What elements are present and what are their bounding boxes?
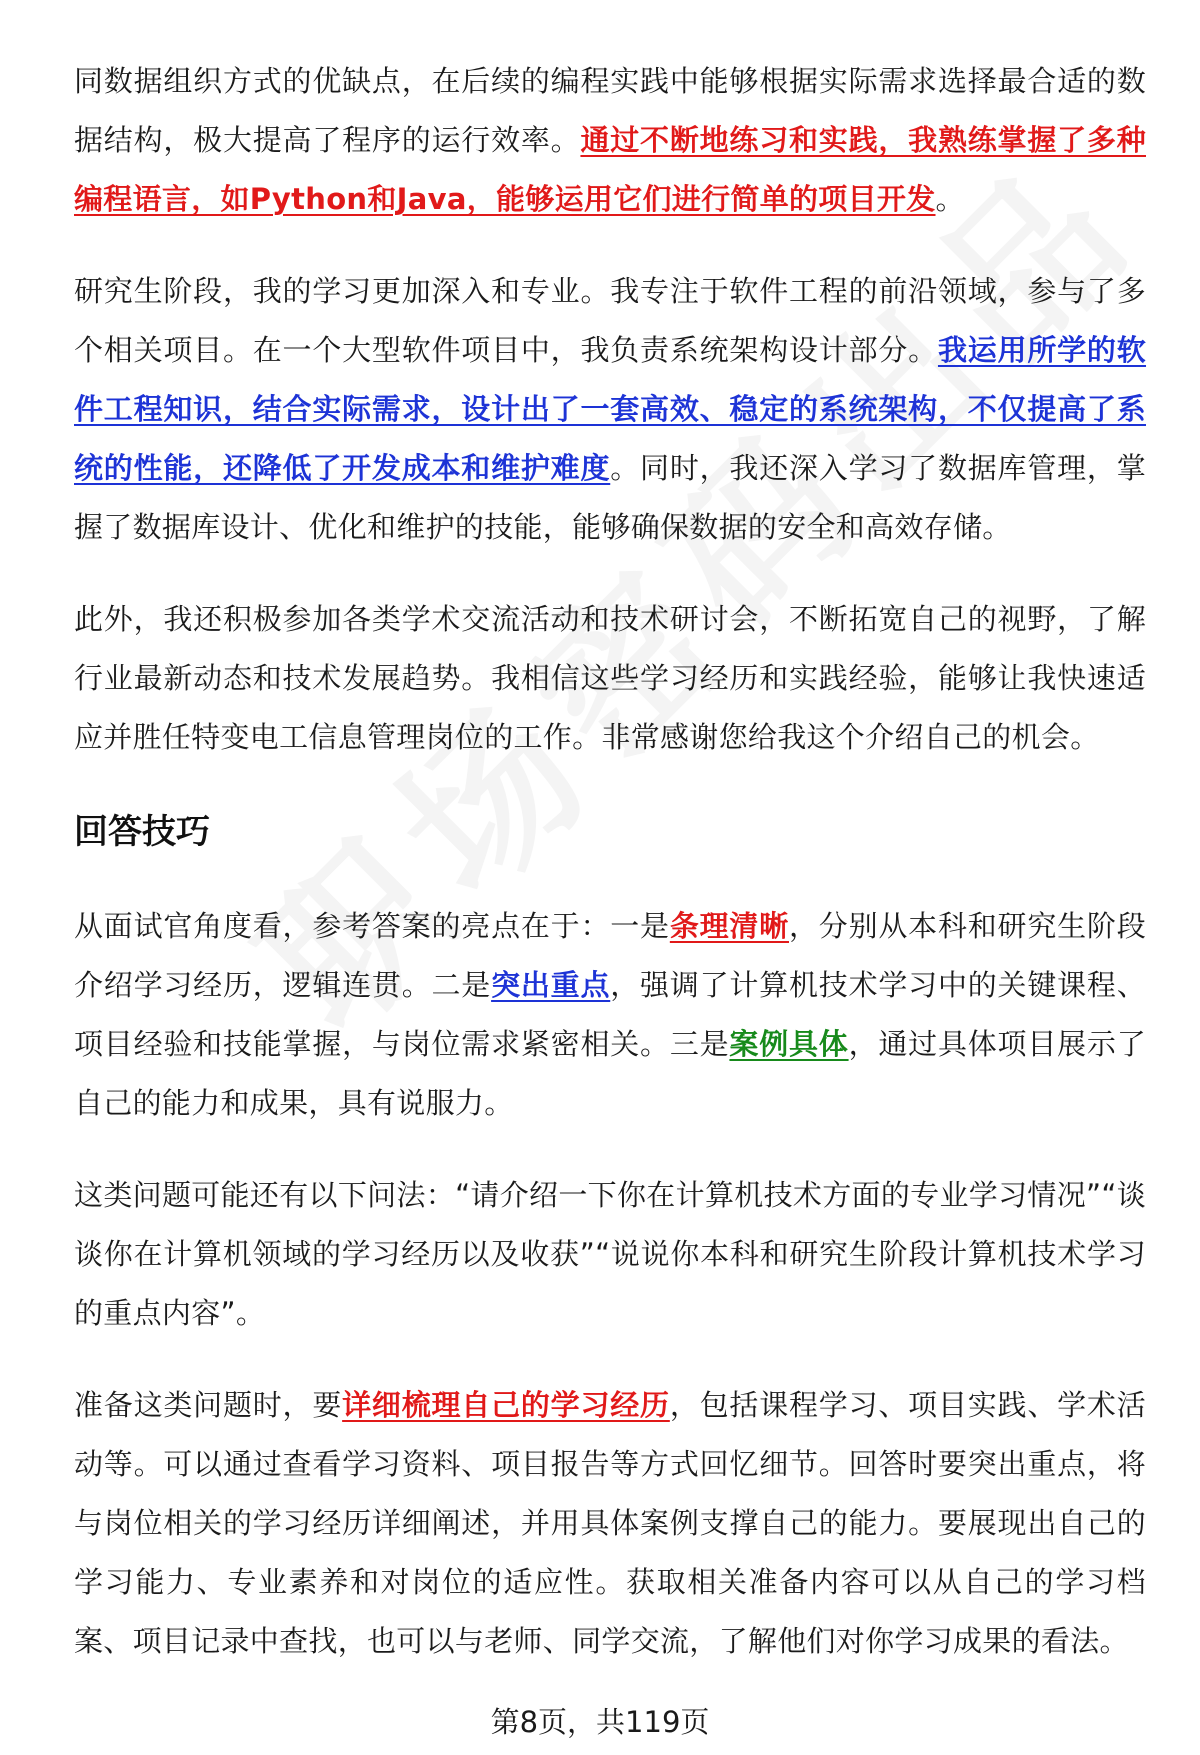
text-span: 。 (935, 182, 965, 216)
highlight-red: 通过不断地练习和实践，我熟练掌握了多种编程语言，如Python和Java，能够运用它们进行简单的项目开发 (74, 123, 1146, 216)
highlight-red: 条理清晰 (669, 909, 789, 943)
paragraph-alternate-questions (74, 1166, 1146, 1343)
paragraph-graduate-stage (74, 262, 1146, 557)
document-page (74, 52, 1146, 1704)
highlight-red: 详细梳理自己的学习经历 (342, 1388, 670, 1422)
text-span: ，强调了计算机技术学习中的关键课程、项目经验和技能掌握，与岗位需求紧密相关。三是 (74, 968, 1146, 1061)
highlight-green: 案例具体 (729, 1027, 849, 1061)
section-heading: 回答技巧 (74, 812, 210, 852)
paragraph-undergrad-summary (74, 52, 1146, 229)
paragraph-preparation (74, 1376, 1146, 1671)
text-span: 此外，我还积极参加各类学术交流活动和技术研讨会，不断拓宽自己的视野，了解行业最新动态和技术发展趋势。我相信这些学习经历和实践经验，能够让我快速适应并胜任特变电工信息管理岗位的工作。非常感谢您给我这个介绍自己的机会。 (74, 602, 1146, 754)
text-span: ，通过具体项目展示了自己的能力和成果，具有说服力。 (74, 1027, 1146, 1120)
text-span: 这类问题可能还有以下问法：“请介绍一下你在计算机技术方面的专业学习情况”“谈谈你在计算机领域的学习经历以及收获”“说说你本科和研究生阶段计算机技术学习的重点内容”。 (74, 1178, 1146, 1330)
text-span: 准备这类问题时，要 (74, 1388, 343, 1422)
highlight-blue: 我运用所学的软件工程知识，结合实际需求，设计出了一套高效、稳定的系统架构，不仅提高了系统的性能，还降低了开发成本和维护难度 (74, 333, 1147, 485)
paragraph-interviewer-view (74, 897, 1146, 1133)
text-span: ，分别从本科和研究生阶段介绍学习经历，逻辑连贯。二是 (74, 909, 1146, 1002)
text-span: 。同时，我还深入学习了数据库管理，掌握了数据库设计、优化和维护的技能，能够确保数据的安全和高效存储。 (74, 451, 1146, 544)
page-number-footer: 第8页，共119页 (490, 1705, 710, 1739)
text-span: 从面试官角度看，参考答案的亮点在于：一是 (74, 909, 670, 943)
paragraph-closing (74, 590, 1146, 767)
text-span: 同数据组织方式的优缺点，在后续的编程实践中能够根据实际需求选择最合适的数据结构，极大提高了程序的运行效率。 (74, 64, 1146, 157)
text-span: ，包括课程学习、项目实践、学术活动等。可以通过查看学习资料、项目报告等方式回忆细节。回答时要突出重点，将与岗位相关的学习经历详细阐述，并用具体案例支撑自己的能力。要展现出自己的学习能力、专业素养和对岗位的适应性。获取相关准备内容可以从自己的学习档案、项目记录中查找，也可以与老师、同学交流，了解他们对你学习成果的看法。 (74, 1388, 1146, 1658)
text-span: 研究生阶段，我的学习更加深入和专业。我专注于软件工程的前沿领域，参与了多个相关项目。在一个大型软件项目中，我负责系统架构设计部分。 (74, 274, 1146, 367)
highlight-blue: 突出重点 (491, 968, 611, 1002)
